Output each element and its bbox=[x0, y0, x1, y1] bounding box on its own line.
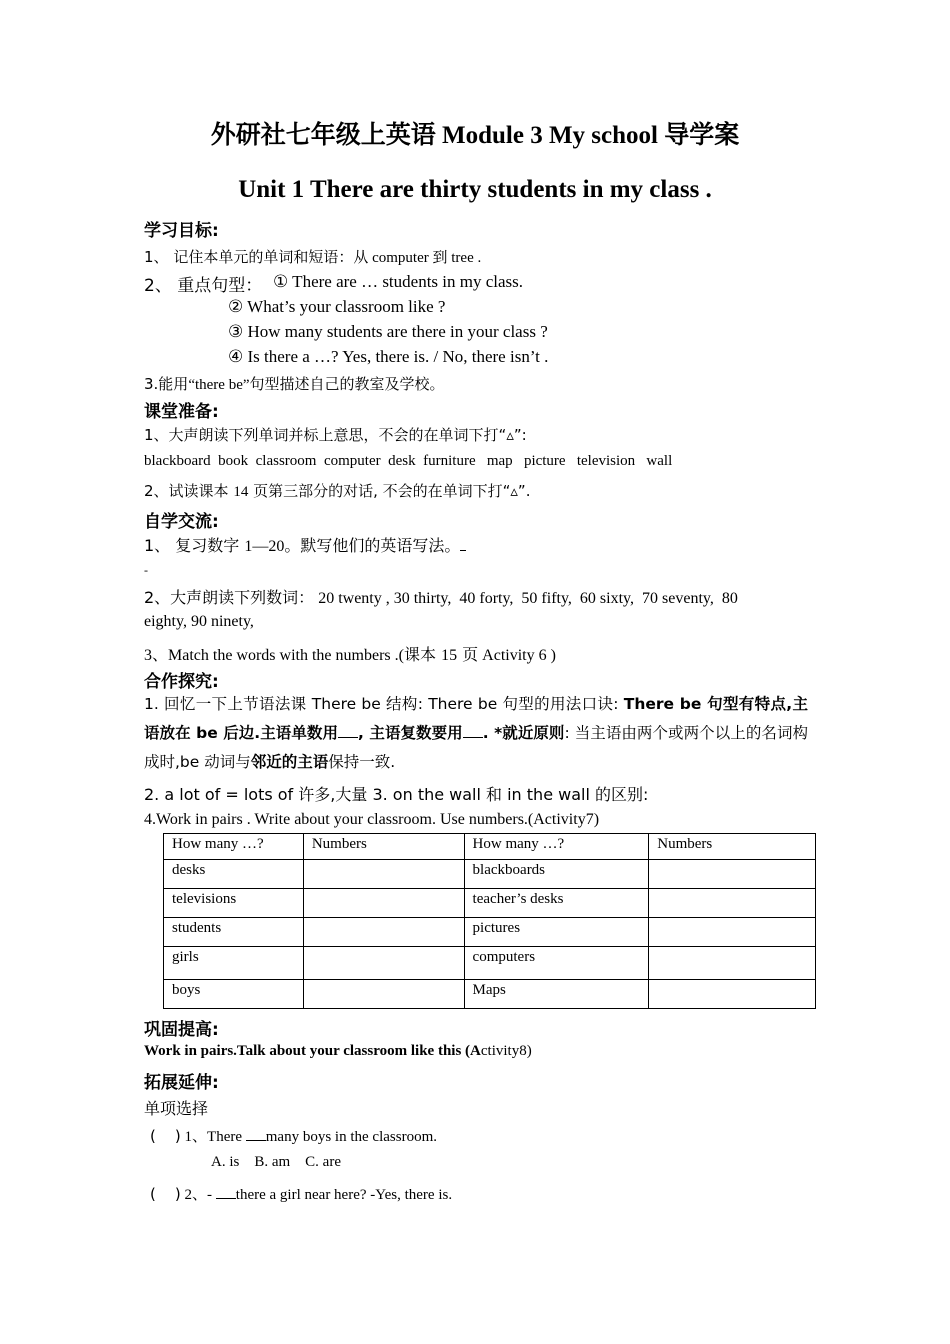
study-item-1 bbox=[144, 533, 466, 556]
study-dash: - bbox=[144, 563, 148, 577]
heading-learning-goals: 学习目标: bbox=[144, 221, 219, 241]
grammar-f: 邻近的主语 bbox=[250, 753, 329, 771]
goal-3-en: “there be” bbox=[188, 377, 250, 393]
title-cn-prefix: 外研社七年级上英语 bbox=[210, 120, 436, 149]
table-header-row bbox=[164, 834, 816, 860]
study-item-2-cont: eighty, 90 ninety, bbox=[144, 613, 254, 630]
prep-2-a: 2、试读课本 bbox=[144, 482, 234, 500]
key-pattern-3: ③ How many students are there in your class ? bbox=[228, 322, 548, 341]
consolidate-end: ctivity8) bbox=[480, 1043, 532, 1059]
table-cell: boys bbox=[164, 980, 304, 1009]
table-cell-blank[interactable] bbox=[649, 860, 816, 889]
key-pattern-4: ④ Is there a …? Yes, there is. / No, there isn’t . bbox=[228, 347, 549, 366]
question-1-a: 1、There bbox=[180, 1129, 246, 1145]
vocab-word: computer bbox=[323, 453, 381, 469]
study-3-num: 15 bbox=[441, 647, 458, 664]
table-cell: girls bbox=[164, 947, 304, 980]
title-cn-suffix: 导学案 bbox=[664, 120, 740, 149]
study-3-cn: 课本 bbox=[403, 645, 442, 664]
table-cell-blank[interactable] bbox=[303, 889, 464, 918]
question-2-a: 2、- bbox=[180, 1187, 216, 1203]
activity-table bbox=[163, 833, 816, 1009]
goal-1-cn2: 到 bbox=[432, 248, 448, 266]
table-cell: desks bbox=[164, 860, 304, 889]
question-2-b: there a girl near here? -Yes, there is. bbox=[235, 1187, 453, 1203]
study-item-3 bbox=[144, 642, 556, 665]
coop-item-4: 4.Work in pairs . Write about your classroom. Use numbers.(Activity7) bbox=[144, 811, 600, 828]
grammar-e: : 当主语由两个或两个以上的名词构成时,be 动词与 bbox=[144, 724, 809, 771]
table-header: Numbers bbox=[649, 834, 816, 860]
vocab-word: television bbox=[576, 453, 636, 469]
title-en: Module 3 My school bbox=[435, 122, 665, 149]
goal-1-cn: 记住本单元的单词和短语：从 bbox=[168, 248, 369, 266]
table-header: How many …? bbox=[164, 834, 304, 860]
table-row bbox=[164, 947, 816, 980]
heading-self-study: 自学交流: bbox=[144, 512, 219, 532]
table-cell-blank[interactable] bbox=[303, 947, 464, 980]
prep-item-1: 1、大声朗读下列单词并标上意思，不会的在单词下打“▵”: bbox=[144, 426, 527, 444]
table-cell: teacher’s desks bbox=[464, 889, 649, 918]
goal-item-1 bbox=[144, 246, 481, 267]
study-2-en: 20 twenty , 30 thirty, 40 forty, 50 fifty, 60 sixty, 70 seventy, 80 bbox=[314, 590, 738, 607]
prep-2-num: 14 bbox=[233, 484, 249, 500]
study-3-end: Activity 6 ) bbox=[478, 647, 556, 664]
proximity-rule: . *就近原则 bbox=[482, 724, 565, 742]
answer-paren[interactable]: ( ) bbox=[150, 1127, 181, 1145]
table-cell: televisions bbox=[164, 889, 304, 918]
heading-consolidate: 巩固提高: bbox=[144, 1020, 219, 1040]
heading-class-prep: 课堂准备: bbox=[144, 402, 219, 422]
grammar-a: 1. 回忆一下上节语法课 There be 结构: There be 句型的用法口诀: bbox=[144, 695, 624, 713]
vocab-word: picture bbox=[523, 453, 566, 469]
table-row bbox=[164, 889, 816, 918]
goal-1-en2: tree . bbox=[447, 250, 482, 266]
prep-2-b: 页第三部分的对话, 不会的在单词下打“▵”. bbox=[248, 482, 531, 500]
study-2-cn: 2、大声朗读下列数词： bbox=[144, 588, 315, 607]
goal-item-2 bbox=[144, 271, 262, 296]
goal-2-num: 2、 bbox=[144, 276, 172, 296]
vocab-word: classroom bbox=[255, 453, 317, 469]
table-header: Numbers bbox=[303, 834, 464, 860]
heading-extension: 拓展延伸: bbox=[144, 1073, 219, 1093]
study-item-2 bbox=[144, 585, 738, 608]
vocab-word: map bbox=[486, 453, 513, 469]
blank-line bbox=[246, 1127, 266, 1141]
table-cell-blank[interactable] bbox=[649, 889, 816, 918]
question-1-b: many boys in the classroom. bbox=[265, 1129, 437, 1145]
page-title bbox=[0, 115, 950, 151]
blank-line bbox=[463, 724, 483, 738]
table-cell-blank[interactable] bbox=[303, 918, 464, 947]
study-1-b: 。默写他们的英语写法。 bbox=[284, 536, 461, 555]
study-3-en: 3、Match the words with the numbers .( bbox=[144, 647, 404, 664]
key-pattern-2: ② What’s your classroom like ? bbox=[228, 297, 446, 316]
table-row bbox=[164, 980, 816, 1009]
study-1-range: 1—20 bbox=[244, 538, 285, 555]
goal-2-cn: 重点句型： bbox=[171, 276, 263, 296]
multiple-choice-label: 单项选择 bbox=[144, 1099, 209, 1118]
vocab-word: book bbox=[218, 453, 249, 469]
answer-paren[interactable]: ( ) bbox=[150, 1185, 181, 1203]
table-cell-blank[interactable] bbox=[649, 980, 816, 1009]
grammar-rule-2: , 主语复数要用 bbox=[358, 724, 463, 742]
table-cell-blank[interactable] bbox=[303, 980, 464, 1009]
table-row bbox=[164, 918, 816, 947]
grammar-rule: There be 句型有特点,主语放在 be 后边.主语单数用 bbox=[144, 695, 808, 742]
page-subtitle: Unit 1 There are thirty students in my class . bbox=[238, 176, 712, 203]
table-cell: computers bbox=[464, 947, 649, 980]
vocab-word: blackboard bbox=[144, 453, 211, 469]
table-header: How many …? bbox=[464, 834, 649, 860]
goal-1-en1: computer bbox=[368, 250, 433, 266]
table-cell: Maps bbox=[464, 980, 649, 1009]
prep-item-2 bbox=[144, 480, 530, 501]
goal-item-3 bbox=[144, 373, 445, 394]
question-2 bbox=[150, 1183, 452, 1204]
vocab-word: desk bbox=[388, 453, 416, 469]
blank-line bbox=[460, 537, 466, 551]
grammar-paragraph bbox=[144, 690, 808, 777]
goal-3-suffix: 句型描述自己的教室及学校。 bbox=[249, 375, 445, 393]
question-1 bbox=[150, 1125, 437, 1146]
blank-line bbox=[216, 1185, 236, 1199]
table-cell-blank[interactable] bbox=[649, 918, 816, 947]
study-3-cn2: 页 bbox=[457, 645, 479, 664]
table-cell-blank[interactable] bbox=[303, 860, 464, 889]
study-1-a: 1、 复习数字 bbox=[144, 536, 245, 555]
vocab-word-list bbox=[144, 453, 672, 470]
vocab-word: furniture bbox=[423, 453, 476, 469]
consolidate-a: A bbox=[470, 1043, 481, 1059]
grammar-g: 保持一致. bbox=[328, 753, 396, 771]
table-cell-blank[interactable] bbox=[649, 947, 816, 980]
table-cell: blackboards bbox=[464, 860, 649, 889]
goal-1-num: 1、 bbox=[144, 248, 169, 266]
blank-line bbox=[338, 724, 358, 738]
table-row bbox=[164, 860, 816, 889]
table-cell: students bbox=[164, 918, 304, 947]
key-pattern-1: ① There are … students in my class. bbox=[273, 272, 524, 291]
consolidate-line bbox=[144, 1043, 532, 1060]
consolidate-text: Work in pairs.Talk about your classroom like this ( bbox=[144, 1043, 471, 1059]
coop-item-2: 2. a lot of = lots of 许多,大量 3. on the wall 和 in the wall 的区别: bbox=[144, 785, 649, 804]
vocab-word: wall bbox=[646, 453, 673, 469]
question-1-options: A. is B. am C. are bbox=[211, 1154, 341, 1170]
goal-3-prefix: 3.能用 bbox=[144, 375, 189, 393]
table-cell: pictures bbox=[464, 918, 649, 947]
heading-cooperative: 合作探究: bbox=[144, 672, 219, 692]
